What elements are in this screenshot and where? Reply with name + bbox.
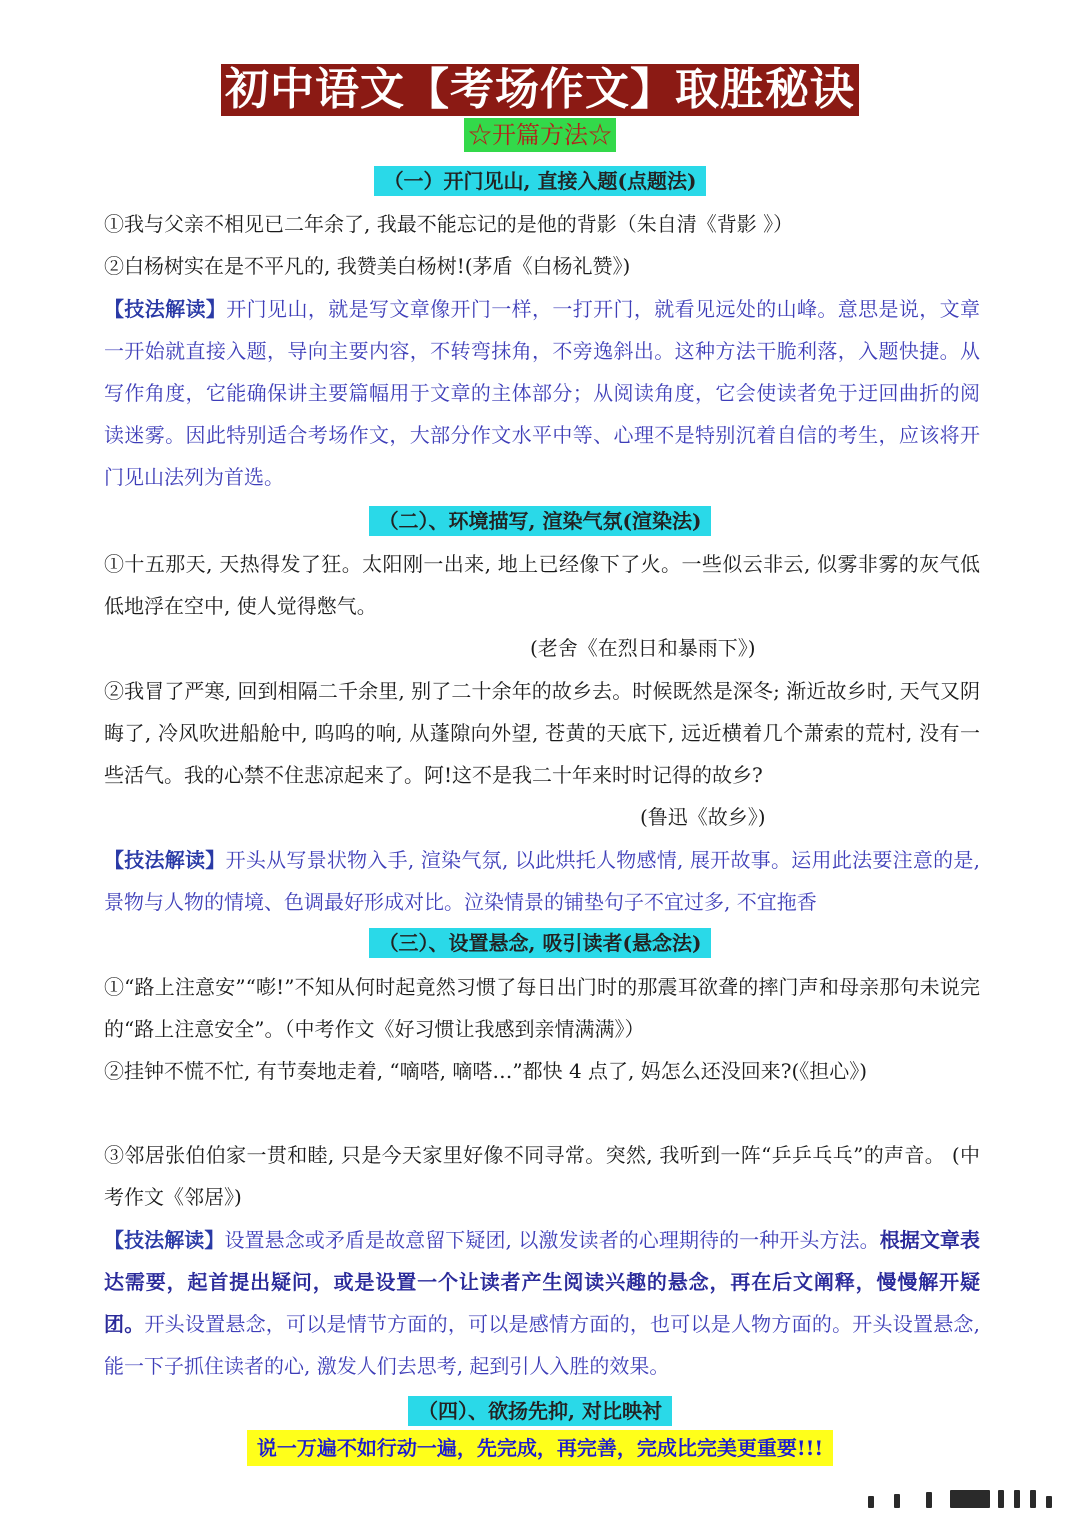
section-1-example-2: ②白杨树实在是不平凡的, 我赞美白杨树!(茅盾《白杨礼赞》) bbox=[104, 254, 631, 278]
section-1-example-1: ①我与父亲不相见已二年余了, 我最不能忘记的是他的背影（朱自清《背影 》） bbox=[104, 212, 794, 236]
footer-motto: 说一万遍不如行动一遍，先完成，再完善，完成比完美更重要!!! bbox=[247, 1430, 833, 1466]
analysis-text-2: 开头设置悬念，可以是情节方面的，可以是感情方面的，也可以是人物方面的。开头设置悬念, 能一下子抓住读者的心, 激发人们去思考, 起到引人入胜的效果。 bbox=[104, 1312, 981, 1378]
analysis-tag: 【技法解读】 bbox=[104, 1228, 225, 1252]
section-heading-1: （一）开门见山, 直接入题(点题法) bbox=[374, 166, 707, 196]
analysis-tag: 【技法解读】 bbox=[104, 297, 227, 321]
section-2-example-2: ②我冒了严寒, 回到相隔二千余里, 别了二十余年的故乡去。时候既然是深冬; 渐近故乡时, 天气又阴晦了, 冷风吹进船舱中, 呜呜的响, 从蓬隙向外望, 苍黄的天底下, 远近横着几个萧索的荒村, 没有一些活气。我的心禁不住悲凉起来了。阿!这不是我二十年来时时记得的故乡? bbox=[104, 679, 980, 787]
section-heading-2: （二）、环境描写, 渲染气氛(渲染法) bbox=[369, 506, 712, 536]
section-2-example-1-source: (老舍《在烈日和暴雨下》) bbox=[530, 636, 756, 660]
analysis-text: 开门见山，就是写文章像开门一样，一打开门，就看见远处的山峰。意思是说，文章一开始就直接入题，导向主要内容，不转弯抹角，不旁逸斜出。这种方法干脆利落，入题快捷。从写作角度，它能确保讲主要篇幅用于文章的主体部分；从阅读角度，它会使读者免于迂回曲折的阅读迷雾。因此特别适合考场作文，大部分作文水平中等、心理不是特别沉着自信的考生，应该将开门见山法列为首选。 bbox=[104, 297, 981, 489]
analysis-tag: 【技法解读】 bbox=[104, 848, 226, 872]
page-subtitle: ☆开篇方法☆ bbox=[464, 118, 616, 152]
page-title: 初中语文【考场作文】取胜秘诀 bbox=[221, 64, 859, 116]
section-3-example-1: ①“路上注意安”“嘭!”不知从何时起竟然习惯了每日出门时的那震耳欲聋的摔门声和母亲那句未说完的“路上注意安全”。（中考作文《好习惯让我感到亲情满满》） bbox=[104, 975, 980, 1041]
section-2-example-1: ①十五那天, 天热得发了狂。太阳刚一出来, 地上已经像下了火。一些似云非云, 似雾非雾的灰气低低地浮在空中, 使人觉得憋气。 bbox=[104, 552, 980, 618]
section-3-analysis bbox=[104, 1219, 980, 1387]
signal-bars-icon bbox=[864, 1490, 1060, 1510]
analysis-text-1: 设置悬念或矛盾是故意留下疑团, 以激发读者的心理期待的一种开头方法。 bbox=[224, 1228, 880, 1252]
analysis-text-bold: 根据文章表达需要，起首提出疑问，或是设置一个让读者产生阅读兴趣的悬念，再在后文阐释，慢慢解开疑团。 bbox=[104, 1228, 981, 1336]
section-3-example-3: ③邻居张伯伯家一贯和睦, 只是今天家里好像不同寻常。突然, 我听到一阵“乒乒乓乓”的声音。 (中考作文《邻居》) bbox=[104, 1143, 980, 1209]
section-1-analysis bbox=[104, 288, 980, 498]
section-heading-4: （四）、欲扬先抑, 对比映衬 bbox=[408, 1396, 672, 1426]
section-heading-3: （三）、设置悬念, 吸引读者(悬念法) bbox=[369, 928, 712, 958]
section-2-example-2-source: (鲁迅《故乡》) bbox=[640, 805, 766, 829]
analysis-text: 开头从写景状物入手, 渲染气氛, 以此烘托人物感情, 展开故事。运用此法要注意的是, 景物与人物的情境、色调最好形成对比。泣染情景的铺垫句子不宜过多, 不宜拖香 bbox=[104, 848, 980, 914]
section-3-example-2: ②挂钟不慌不忙, 有节奏地走着, “嘀嗒, 嘀嗒…”都快 4 点了, 妈怎么还没回来?(《担心》) bbox=[104, 1059, 868, 1083]
section-2-analysis bbox=[104, 839, 980, 923]
